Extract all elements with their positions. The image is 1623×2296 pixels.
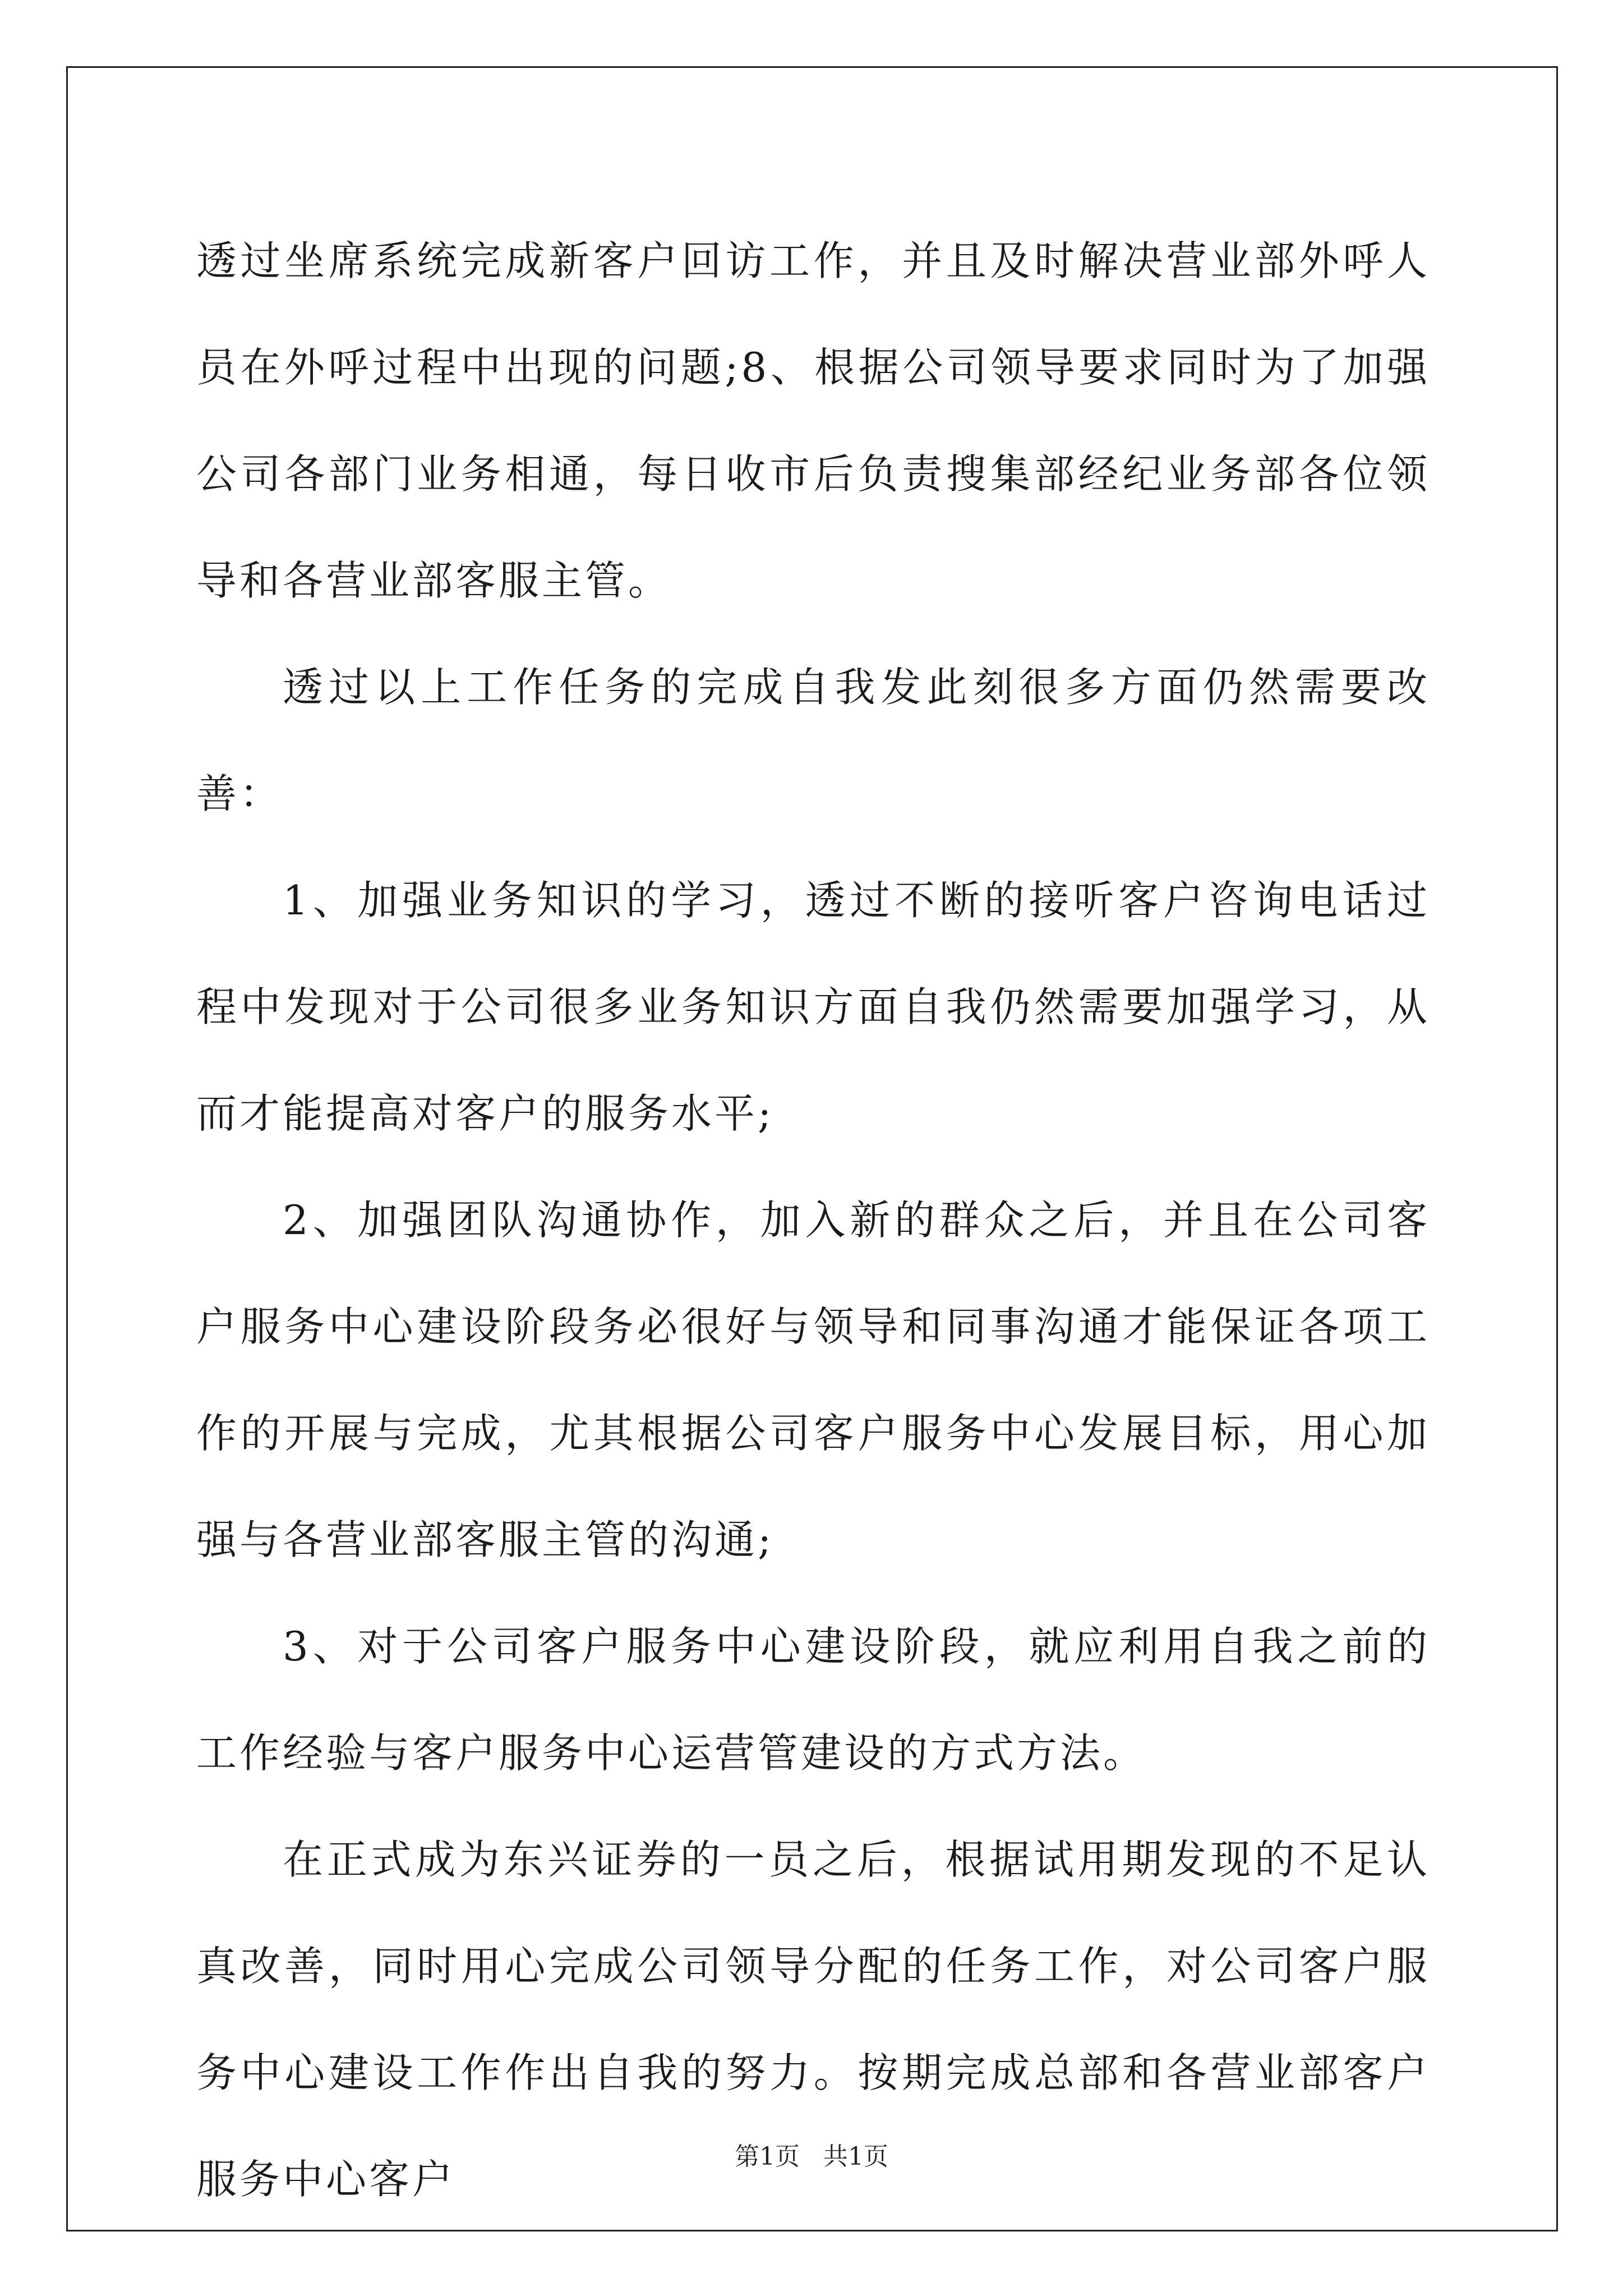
paragraph-2: 透过以上工作任务的完成自我发此刻很多方面仍然需要改善： xyxy=(196,664,1430,817)
page-total: 共1页 xyxy=(823,2142,888,2171)
paragraph-6: 在正式成为东兴证券的一员之后，根据试用期发现的不足认真改善，同时用心完成公司领导分配的任务工作，对公司客户服务中心建设工作作出自我的努力。按期完成总部和各营业部客户服务中心客户 xyxy=(196,1836,1430,2203)
document-body xyxy=(196,208,1430,2233)
paragraph-3: 1、加强业务知识的学习，透过不断的接听客户咨询电话过程中发现对于公司很多业务知识方面自我仍然需要加强学习，从而才能提高对客户的服务水平; xyxy=(196,877,1430,1137)
paragraph-4: 2、加强团队沟通协作，加入新的群众之后，并且在公司客户服务中心建设阶段务必很好与领导和同事沟通才能保证各项工作的开展与完成，尤其根据公司客户服务中心发展目标，用心加强与各营业部客服主管的沟通; xyxy=(196,1197,1430,1563)
page-number: 第1页 xyxy=(735,2142,800,2171)
paragraph-1: 透过坐席系统完成新客户回访工作，并且及时解决营业部外呼人员在外呼过程中出现的问题;8、根据公司领导要求同时为了加强公司各部门业务相通，每日收市后负责搜集部经纪业务部各位领导和各营业部客服主管。 xyxy=(196,237,1430,604)
page-footer xyxy=(0,2136,1623,2172)
paragraph-5: 3、对于公司客户服务中心建设阶段，就应利用自我之前的工作经验与客户服务中心运营管建设的方式方法。 xyxy=(196,1623,1430,1777)
